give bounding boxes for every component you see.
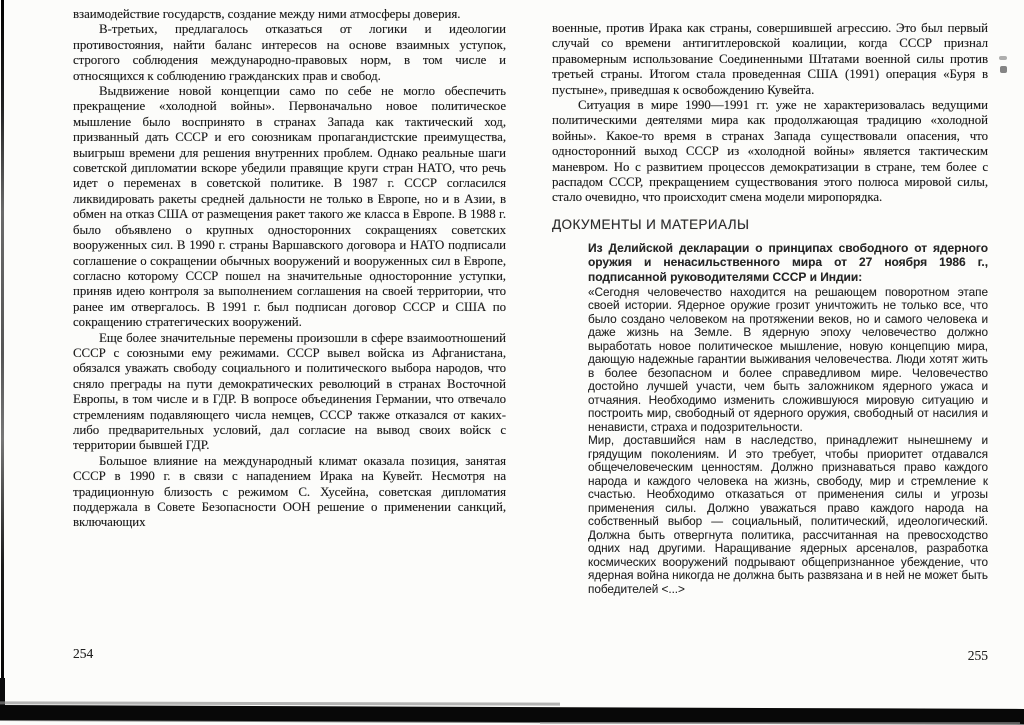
page-number-right: 255 — [967, 648, 988, 663]
document-paragraph: «Сегодня человечество находится на решающем поворотном этапе своей истории. Ядерное оружие грозит уничтожить не только все, что было создано человеком на протяжении веков, но и самого человека и даже жизнь на Земле. В ядерную эпоху человечество должно выработать новое политическое мышление, новую концепцию мира, дающую надежные гарантии выживания человечества. Люди хотят жить в более безопасном и более справедливом мире. Человечество достойно лучшей участи, чем быть заложником ядерного ужаса и отчаяния. Необходимо изменить сложившуюся мировую ситуацию и построить мир, свободный от ядерного оружия, свободный от насилия и ненависти, страха и подозрительности. — [588, 284, 988, 434]
scan-left-edge-line — [1, 0, 4, 708]
paragraph: Еще более значительные перемены произошли в сфере взаимоотношений СССР с союзными ему режимами. СССР вывел войска из Афганистана, обязался уважать свободу социального и политического выбора народов, что сняло преграды на пути демократических революций в странах Восточной Европы, в том числе и в ГДР. В вопросе объединения Германии, что отвечало стремлениям подавляющего числа немцев, СССР также отказался от каких-либо предварительных условий, дал согласие на вывод своих войск с территории бывшей ГДР. — [73, 330, 506, 453]
document-paragraph: Мир, доставшийся нам в наследство, принадлежит нынешнему и грядущим поколениям. И это требует, чтобы приоритет отдавался общечеловеческим ценностям. Должно признаваться право каждого народа и каждого человека на жизнь, свободу, мир и стремление к счастью. Необходимо отказаться от применения силы и угрозы применения силы. Должно уважаться право каждого народа на собственный выбор — социальный, политический, идеологический. Должна быть отвергнута политика, рассчитанная на превосходство одних над другими. Наращивание ядерных арсеналов, разработка космических вооружений подрывают общепризнанное убеждение, что ядерная война никогда не должна быть развязана и в ней не может быть победителей <...> — [588, 433, 988, 596]
paragraph: Ситуация в мире 1990—1991 гг. уже не характеризовалась ведущими политическими деятелями мира как продолжающая традицию «холодной войны». Какое-то время в странах Запада существовали опасения, что односторонний выход СССР из «холодной войны» является тактическим маневром. Но с развитием процессов демократизации в стране, тем более с распадом СССР, прекращением существования этого полюса мировой силы, стало очевидно, что происходит смена модели миропорядка. — [552, 98, 988, 205]
documents-section-heading: ДОКУМЕНТЫ И МАТЕРИАЛЫ — [552, 216, 750, 232]
paragraph: Выдвижение новой концепции само по себе не могло обеспечить прекращение «холодной войны». Первоначально новое политическое мышление было воспринято в странах Запада как тактический ход, призванный дать СССР и его союзникам пропагандистские преимущества, выигрыш времени для решения внутренних проблем. Однако реальные шаги советской дипломатии вскоре убедили правящие круги стран НАТО, что речь идет о переменах в советской политике. В 1987 г. СССР согласился ликвидировать ракеты средней дальности не только в Европе, но и в Азии, в обмен на отказ США от размещения ракет такого же класса в Европе. В 1988 г. было объявлено о крупных односторонних сокращениях советских вооруженных сил. В 1990 г. страны Варшавского договора и НАТО подписали соглашение о сокращении обычных вооружений и вооруженных сил в Европе, согласно которому СССР пошел на значительные односторонние уступки, приняв идею контроля за выполнением соглашения на своей территории, что ранее им отвергалось. В 1991 г. был подписан договор СССР и США по сокращению стратегических вооружений. — [73, 84, 506, 330]
scan-margin-smudge — [999, 56, 1007, 60]
right-page — [552, 21, 988, 596]
document-body — [588, 286, 988, 597]
scan-margin-smudge — [1000, 66, 1007, 73]
left-page-text — [73, 7, 506, 531]
paragraph: В-третьих, предлагалось отказаться от логики и идеологии противостояния, найти баланс интересов на основе взаимных уступок, строгого соблюдения международно-правовых норм, в том числе и относящихся к соблюдению гражданских прав и свобод. — [73, 22, 506, 83]
document-heading: Из Делийской декларации о принципах свободного от ядерного оружия и ненасильственного мира от 27 ноября 1986 г., подписанной руководителями СССР и Индии: — [588, 241, 988, 284]
scan-band-under-streak — [540, 722, 1020, 724]
paragraph: военные, против Ирака как страны, совершившей агрессию. Это был первый случай со времени антигитлеровской коалиции, когда СССР признал правомерным использование Соединенными Штатами военной силы против третьей страны. Итогом стала проведенная США (1991) операция «Буря в пустыне», приведшая к освобождению Кувейта. — [552, 21, 988, 97]
paragraph: взаимодействие государств, создание между ними атмосферы доверия. — [73, 7, 461, 21]
page-number-left: 254 — [73, 646, 94, 661]
right-page-text — [552, 21, 988, 206]
paragraph: Большое влияние на международный климат оказала позиция, занятая СССР в 1990 г. в связи с нападением Ирака на Кувейт. Несмотря на традиционную близость с режимом С. Хусейна, советская дипломатия поддержала в Совете Безопасности ООН решение о применении санкций, включающих — [73, 453, 506, 530]
document-block — [588, 241, 988, 596]
